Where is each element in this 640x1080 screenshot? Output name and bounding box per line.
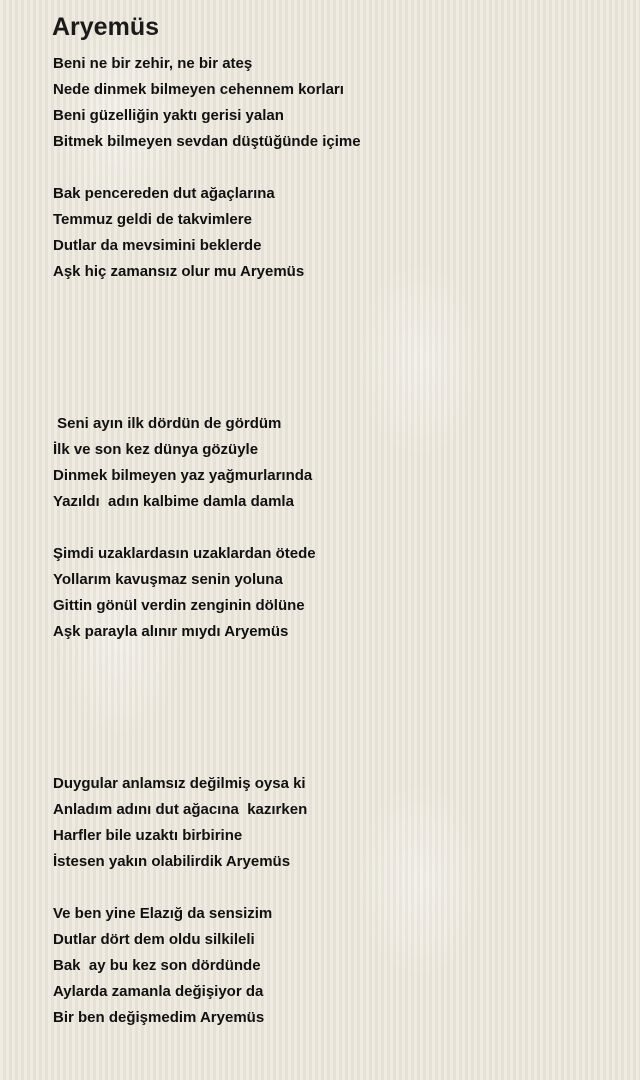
poem-line: Beni güzelliğin yaktı gerisi yalan bbox=[53, 107, 284, 124]
poem-line: Harfler bile uzaktı birbirine bbox=[53, 827, 243, 844]
poem-line: Beni ne bir zehir, ne bir ateş bbox=[53, 55, 253, 72]
poem-line: Dutlar da mevsimini beklerde bbox=[53, 237, 262, 254]
poem-line: Aşk parayla alınır mıydı Aryemüs bbox=[53, 623, 289, 640]
poem-line: Duygular anlamsız değilmiş oysa ki bbox=[53, 775, 306, 792]
poem-line: Gittin gönül verdin zenginin dölüne bbox=[53, 597, 305, 614]
poem-line: Temmuz geldi de takvimlere bbox=[53, 211, 252, 228]
poem-line: İstesen yakın olabilirdik Aryemüs bbox=[53, 853, 291, 870]
poem-line: Bak ay bu kez son dördünde bbox=[53, 957, 261, 974]
poem-line: Bitmek bilmeyen sevdan düştüğünde içime bbox=[53, 133, 361, 150]
poem-line: Anladım adını dut ağacına kazırken bbox=[53, 801, 308, 818]
poem-line: Bak pencereden dut ağaçlarına bbox=[53, 185, 275, 202]
poem-line: Yazıldı adın kalbime damla damla bbox=[53, 493, 294, 510]
poem-line: Dutlar dört dem oldu silkileli bbox=[53, 931, 255, 948]
poem-line: Ve ben yine Elazığ da sensizim bbox=[53, 905, 273, 922]
poem-line: Yollarım kavuşmaz senin yoluna bbox=[53, 571, 283, 588]
poem-line: Aşk hiç zamansız olur mu Aryemüs bbox=[53, 263, 305, 280]
poem-line: İlk ve son kez dünya gözüyle bbox=[53, 441, 259, 458]
poem-line: Dinmek bilmeyen yaz yağmurlarında bbox=[53, 467, 313, 484]
poem-line: Şimdi uzaklardasın uzaklardan ötede bbox=[53, 545, 316, 562]
poem-line: Aylarda zamanla değişiyor da bbox=[53, 983, 264, 1000]
poem-line: Nede dinmek bilmeyen cehennem korları bbox=[53, 81, 344, 98]
poem-line: Bir ben değişmedim Aryemüs bbox=[53, 1009, 265, 1026]
poem-line: Seni ayın ilk dördün de gördüm bbox=[53, 415, 282, 432]
poem-title: Aryemüs bbox=[52, 13, 159, 41]
